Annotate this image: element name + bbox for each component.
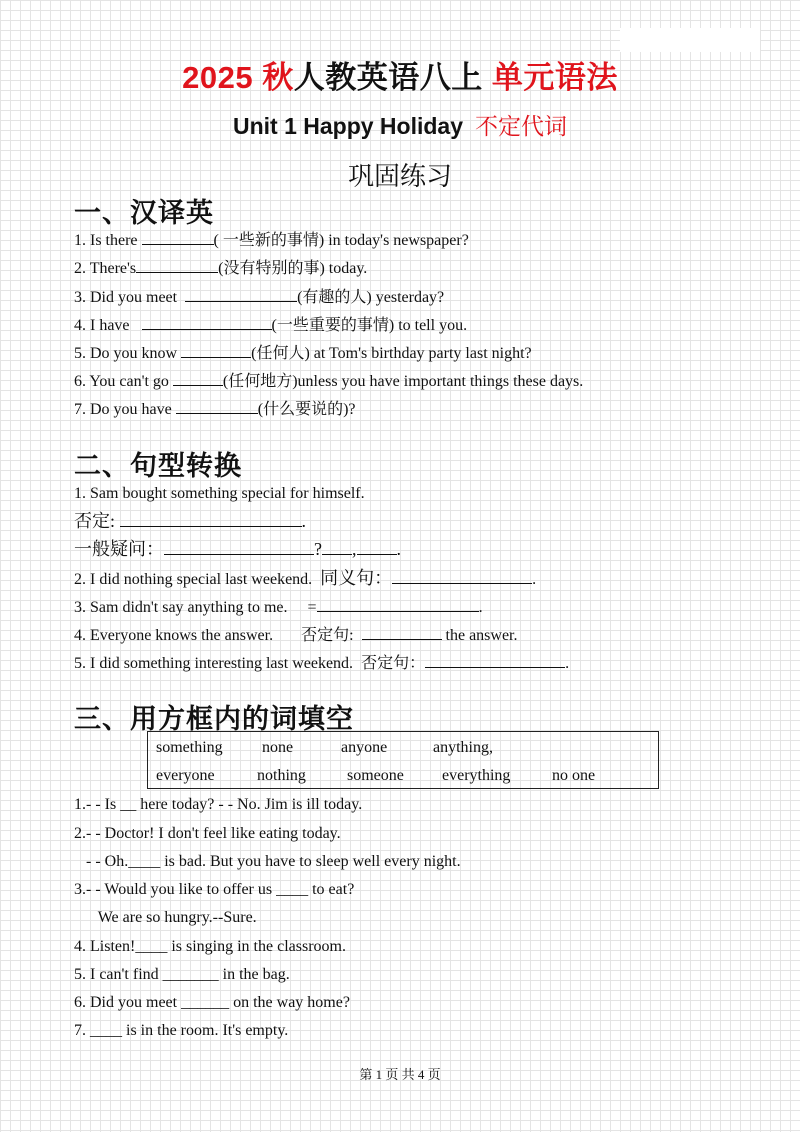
section1-heading: 一、汉译英 bbox=[74, 198, 214, 229]
word-bank-item: nothing bbox=[257, 767, 306, 784]
answer-blank[interactable] bbox=[120, 512, 302, 527]
title-topic: 单元语法 bbox=[491, 60, 618, 95]
s1-item-5: 5. Do you know (任何人) at Tom's birthday party last night? bbox=[74, 345, 532, 362]
answer-blank[interactable] bbox=[142, 315, 272, 330]
title-publisher: 人教英语八上 bbox=[293, 60, 483, 95]
s3-item-3-reply: We are so hungry.--Sure. bbox=[74, 909, 257, 926]
s2-question-line: 一般疑问： ? , . bbox=[74, 539, 401, 559]
answer-blank[interactable] bbox=[322, 540, 352, 555]
answer-blank[interactable] bbox=[181, 343, 251, 358]
word-bank-item: something bbox=[156, 739, 223, 756]
answer-blank[interactable] bbox=[176, 399, 258, 414]
answer-blank[interactable] bbox=[425, 653, 565, 668]
s2-item-4: 4. Everyone knows the answer. 否定句: the answer. bbox=[74, 627, 518, 644]
s2-item-3: 3. Sam didn't say anything to me. = . bbox=[74, 599, 483, 616]
s2-item-1: 1. Sam bought something special for himself. bbox=[74, 485, 365, 502]
word-bank-item: everyone bbox=[156, 767, 215, 784]
s1-item-6: 6. You can't go (任何地方)unless you have important things these days. bbox=[74, 373, 584, 390]
corner-patch bbox=[620, 28, 760, 52]
answer-blank[interactable] bbox=[392, 569, 532, 584]
word-bank-item: anything, bbox=[433, 739, 493, 756]
s3-item-4: 4. Listen!____ is singing in the classroom. bbox=[74, 938, 346, 955]
word-bank-item: someone bbox=[347, 767, 404, 784]
word-bank-item: no one bbox=[552, 767, 596, 784]
unit-title-en: Unit 1 Happy Holiday bbox=[232, 113, 464, 139]
word-bank-item: anyone bbox=[341, 739, 388, 756]
word-bank-item: none bbox=[262, 739, 294, 756]
s2-item-2: 2. I did nothing special last weekend. 同义句： . bbox=[74, 568, 537, 588]
title-year-season: 2025 秋 bbox=[182, 60, 294, 95]
page-number-footer: 第 1 页 共 4 页 bbox=[359, 1067, 441, 1082]
answer-blank[interactable] bbox=[173, 371, 223, 386]
s1-item-3: 3. Did you meet (有趣的人) yesterday? bbox=[74, 289, 445, 306]
word-bank-item: everything bbox=[442, 767, 511, 784]
answer-blank[interactable] bbox=[357, 540, 397, 555]
practice-title: 巩固练习 bbox=[347, 162, 452, 192]
s3-item-2: 2.- - Doctor! I don't feel like eating today. bbox=[74, 825, 341, 842]
s3-item-1: 1.- - Is __ here today? - - No. Jim is ill today. bbox=[74, 796, 363, 813]
s3-item-2-reply: - - Oh.____ is bad. But you have to sleep well every night. bbox=[74, 853, 461, 870]
answer-blank[interactable] bbox=[185, 287, 297, 302]
s3-item-7: 7. ____ is in the room. It's empty. bbox=[74, 1022, 289, 1039]
answer-blank[interactable] bbox=[362, 625, 442, 640]
unit-title-cn: 不定代词 bbox=[475, 113, 568, 139]
answer-blank[interactable] bbox=[136, 258, 218, 273]
section3-heading: 三、用方框内的词填空 bbox=[74, 704, 354, 735]
section2-heading: 二、句型转换 bbox=[74, 451, 242, 482]
answer-blank[interactable] bbox=[164, 540, 314, 555]
s3-item-3: 3.- - Would you like to offer us ____ to eat? bbox=[74, 881, 355, 898]
s3-item-6: 6. Did you meet ______ on the way home? bbox=[74, 994, 350, 1011]
word-bank-box bbox=[147, 731, 659, 789]
s3-item-5: 5. I can't find _______ in the bag. bbox=[74, 966, 290, 983]
answer-blank[interactable] bbox=[317, 597, 479, 612]
s1-item-2: 2. There's (没有特别的事) today. bbox=[74, 260, 368, 277]
s2-negative-line: 否定: . bbox=[74, 511, 307, 531]
document-title bbox=[0, 52, 800, 97]
s1-item-4: 4. I have (一些重要的事情) to tell you. bbox=[74, 317, 468, 334]
answer-blank[interactable] bbox=[142, 230, 214, 245]
s2-item-5: 5. I did something interesting last weekend. 否定句： . bbox=[74, 655, 570, 672]
unit-subtitle bbox=[0, 108, 800, 141]
s1-item-7: 7. Do you have (什么要说的)? bbox=[74, 401, 356, 418]
s1-item-1: 1. Is there ( 一些新的事情) in today's newspaper? bbox=[74, 232, 469, 249]
